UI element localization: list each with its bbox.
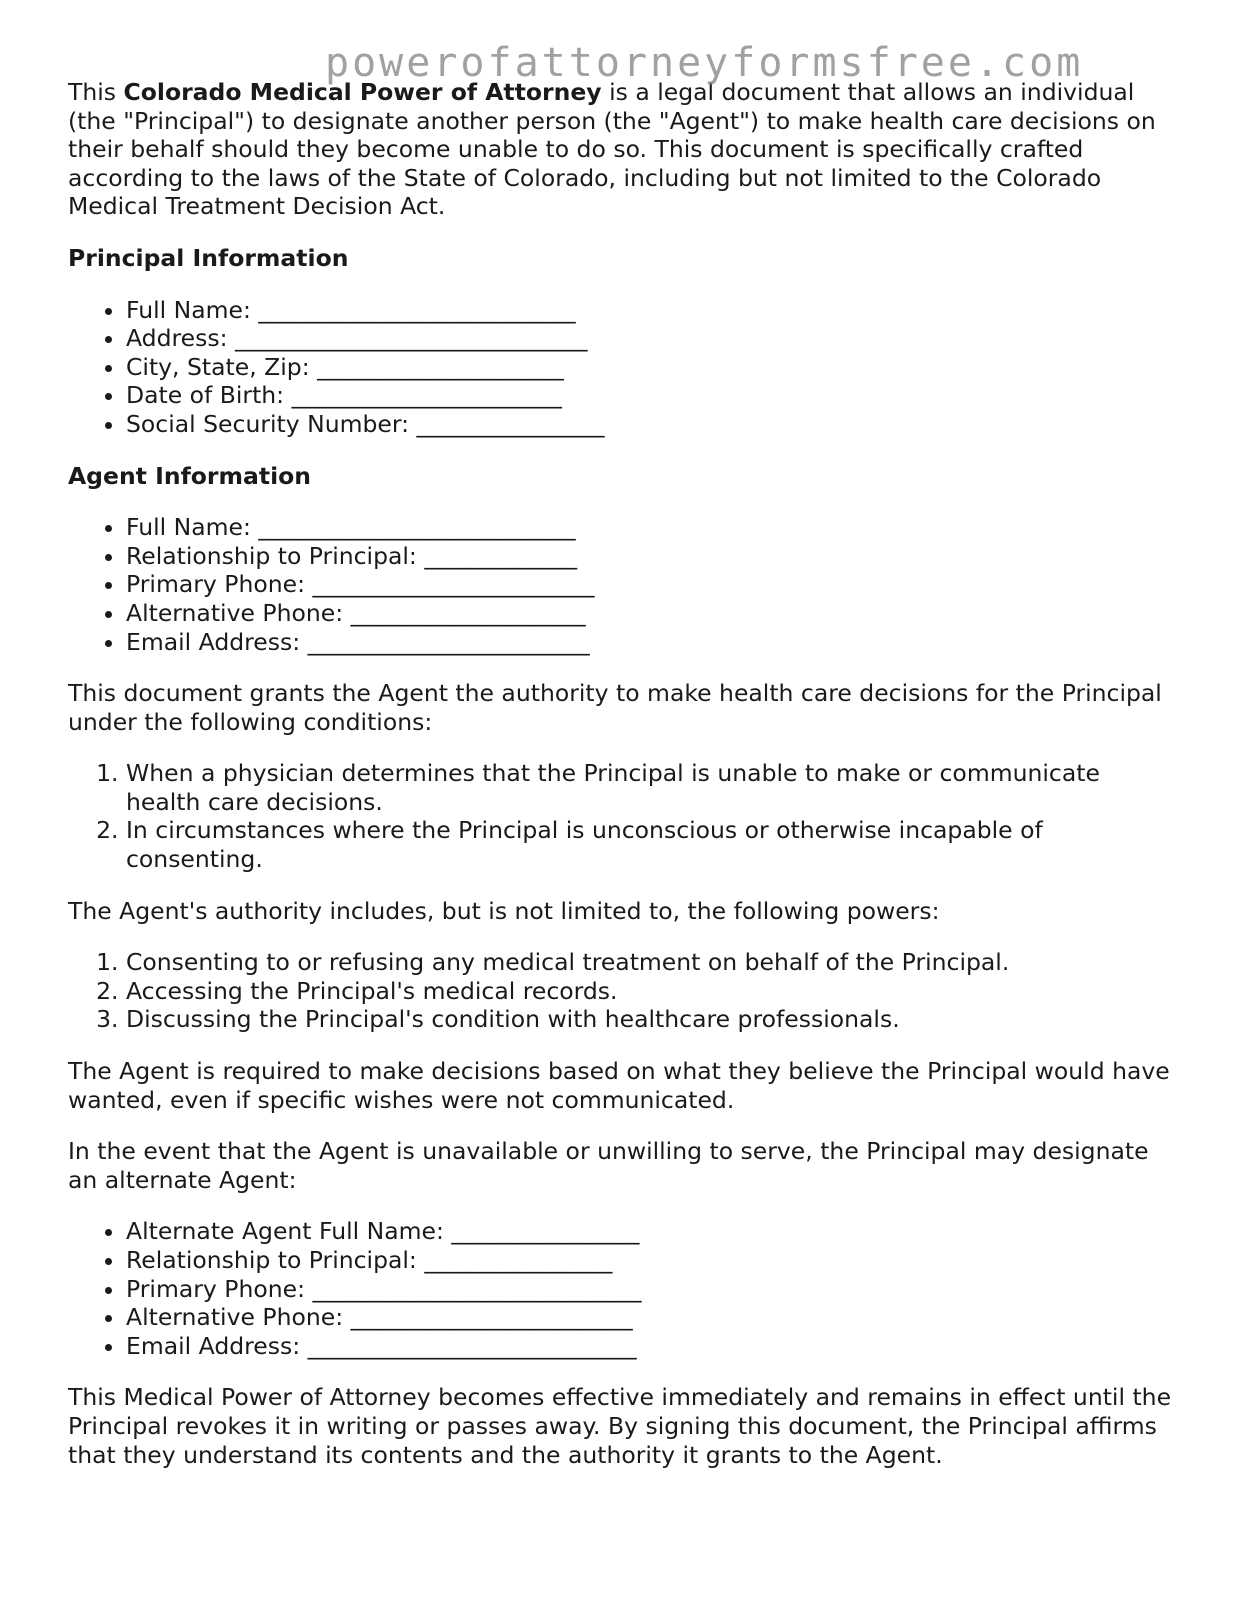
authority-intro-paragraph: The Agent's authority includes, but is not limited to, the following powers: [68,896,940,925]
grants-intro-paragraph: This document grants the Agent the authority to make health care decisions for the Principal under the following conditions: [68,679,1162,736]
document-body [68,78,1178,1492]
intro-pre: This [68,78,124,106]
conditions-list [68,759,1178,873]
closing-paragraph: This Medical Power of Attorney becomes effective immediately and remains in effect until the Principal revokes it in writing or passes away. By signing this document, the Principal affirms that they understand its contents and the authority it grants to the Agent. [68,1383,1172,1469]
agent-heading: Agent Information [68,461,312,490]
watermark: powerofattorneyformsfree.com [325,40,1084,86]
alternate-fields-list [68,1217,1178,1360]
alternate-intro-paragraph: In the event that the Agent is unavailable or unwilling to serve, the Principal may designate an alternate Agent: [68,1137,1149,1194]
powers-list [68,948,1178,1034]
agent-alternative-phone-field: • Alternative Phone: ____________________ [126,599,1178,628]
agent-primary-phone-field: • Primary Phone: ________________________ [126,570,1178,599]
decisions-paragraph: The Agent is required to make decisions based on what they believe the Principal would have wanted, even if specific wishes were not communicated. [68,1057,1170,1114]
alternate-relationship-field: • Relationship to Principal: ________________ [126,1246,1178,1275]
alternate-primary-phone-field: • Primary Phone: ____________________________ [126,1275,1178,1304]
principal-full-name-field: • Full Name: ___________________________ [126,296,1178,325]
agent-full-name-field: • Full Name: ___________________________ [126,513,1178,542]
alternate-alternative-phone-field: • Alternative Phone: ________________________ [126,1303,1178,1332]
power-item: 3. Discussing the Principal's condition with healthcare professionals. [126,1005,1178,1034]
power-item: 1. Consenting to or refusing any medical treatment on behalf of the Principal. [126,948,1178,977]
condition-item: 1. When a physician determines that the Principal is unable to make or communicate health care decisions. [126,759,1178,816]
intro-post: is a legal document that allows an individual (the "Principal") to designate another person (the "Agent") to make health care decisions on their behalf should they become unable to do so. This document is specifically crafted according to the laws of the State of Colorado, including but not limited to the Colorado Medical Treatment Decision Act. [68,78,1156,221]
principal-dob-field: • Date of Birth: _______________________ [126,381,1178,410]
principal-address-field: • Address: ______________________________ [126,324,1178,353]
agent-relationship-field: • Relationship to Principal: _____________ [126,542,1178,571]
principal-heading: Principal Information [68,243,349,272]
intro-paragraph [68,78,1178,221]
alternate-full-name-field: • Alternate Agent Full Name: ________________ [126,1217,1178,1246]
principal-fields-list [68,296,1178,439]
agent-email-field: • Email Address: ________________________ [126,628,1178,657]
principal-ssn-field: • Social Security Number: ________________ [126,410,1178,439]
condition-item: 2. In circumstances where the Principal is unconscious or otherwise incapable of consenting. [126,816,1178,873]
principal-city-state-zip-field: • City, State, Zip: _____________________ [126,353,1178,382]
agent-fields-list [68,513,1178,656]
power-item: 2. Accessing the Principal's medical records. [126,977,1178,1006]
document-title: Colorado Medical Power of Attorney [123,78,602,106]
alternate-email-field: • Email Address: ____________________________ [126,1332,1178,1361]
